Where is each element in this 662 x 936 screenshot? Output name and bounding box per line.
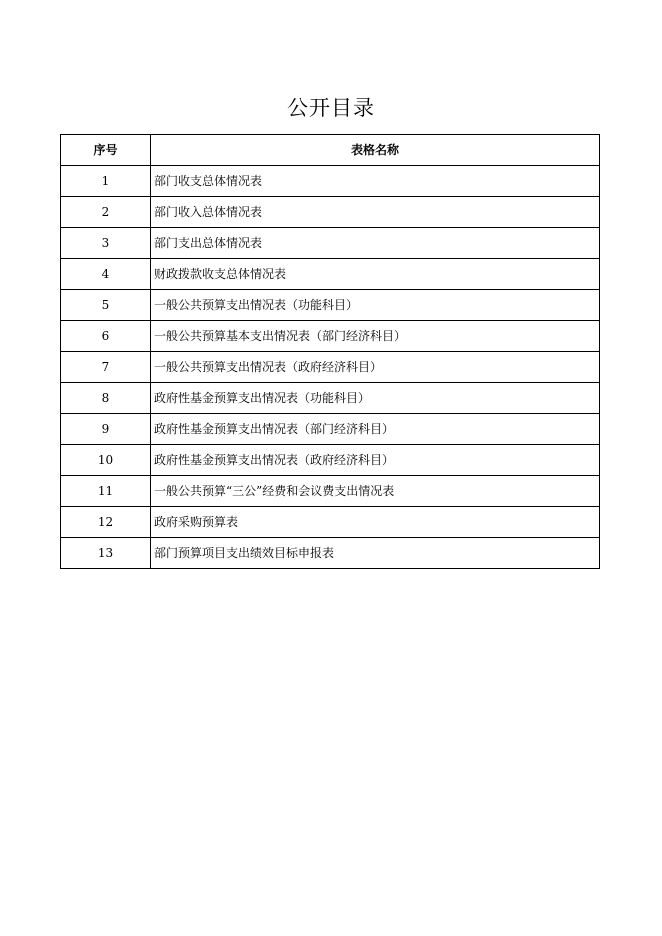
row-number: 11: [61, 476, 151, 507]
table-row: [61, 414, 600, 445]
row-table-name: 部门支出总体情况表: [151, 228, 600, 259]
row-number: 6: [61, 321, 151, 352]
row-number: 3: [61, 228, 151, 259]
table-row: [61, 321, 600, 352]
page-title: 公开目录: [287, 96, 375, 120]
table-row: [61, 476, 600, 507]
row-number: 5: [61, 290, 151, 321]
row-number: 1: [61, 166, 151, 197]
row-number: 7: [61, 352, 151, 383]
table-row: [61, 228, 600, 259]
table-row: [61, 445, 600, 476]
row-table-name: 一般公共预算支出情况表（功能科目）: [151, 290, 600, 321]
table-row: [61, 259, 600, 290]
row-table-name: 政府性基金预算支出情况表（政府经济科目）: [151, 445, 600, 476]
row-number: 9: [61, 414, 151, 445]
row-table-name: 财政拨款收支总体情况表: [151, 259, 600, 290]
column-header-number: 序号: [61, 135, 151, 166]
row-table-name: 政府性基金预算支出情况表（功能科目）: [151, 383, 600, 414]
row-number: 13: [61, 538, 151, 569]
table-row: [61, 383, 600, 414]
catalog-table: [60, 134, 600, 569]
row-table-name: 政府采购预算表: [151, 507, 600, 538]
row-number: 4: [61, 259, 151, 290]
row-table-name: 政府性基金预算支出情况表（部门经济科目）: [151, 414, 600, 445]
table-row: [61, 352, 600, 383]
row-number: 8: [61, 383, 151, 414]
table-row: [61, 197, 600, 228]
table-header-row: [61, 135, 600, 166]
table-row: [61, 507, 600, 538]
row-table-name: 一般公共预算支出情况表（政府经济科目）: [151, 352, 600, 383]
table-row: [61, 538, 600, 569]
table-row: [61, 290, 600, 321]
row-table-name: 部门预算项目支出绩效目标申报表: [151, 538, 600, 569]
row-table-name: 一般公共预算基本支出情况表（部门经济科目）: [151, 321, 600, 352]
table-row: [61, 166, 600, 197]
row-number: 2: [61, 197, 151, 228]
column-header-name: 表格名称: [151, 135, 600, 166]
row-table-name: 部门收入总体情况表: [151, 197, 600, 228]
row-table-name: 一般公共预算“三公”经费和会议费支出情况表: [151, 476, 600, 507]
row-table-name: 部门收支总体情况表: [151, 166, 600, 197]
row-number: 12: [61, 507, 151, 538]
row-number: 10: [61, 445, 151, 476]
